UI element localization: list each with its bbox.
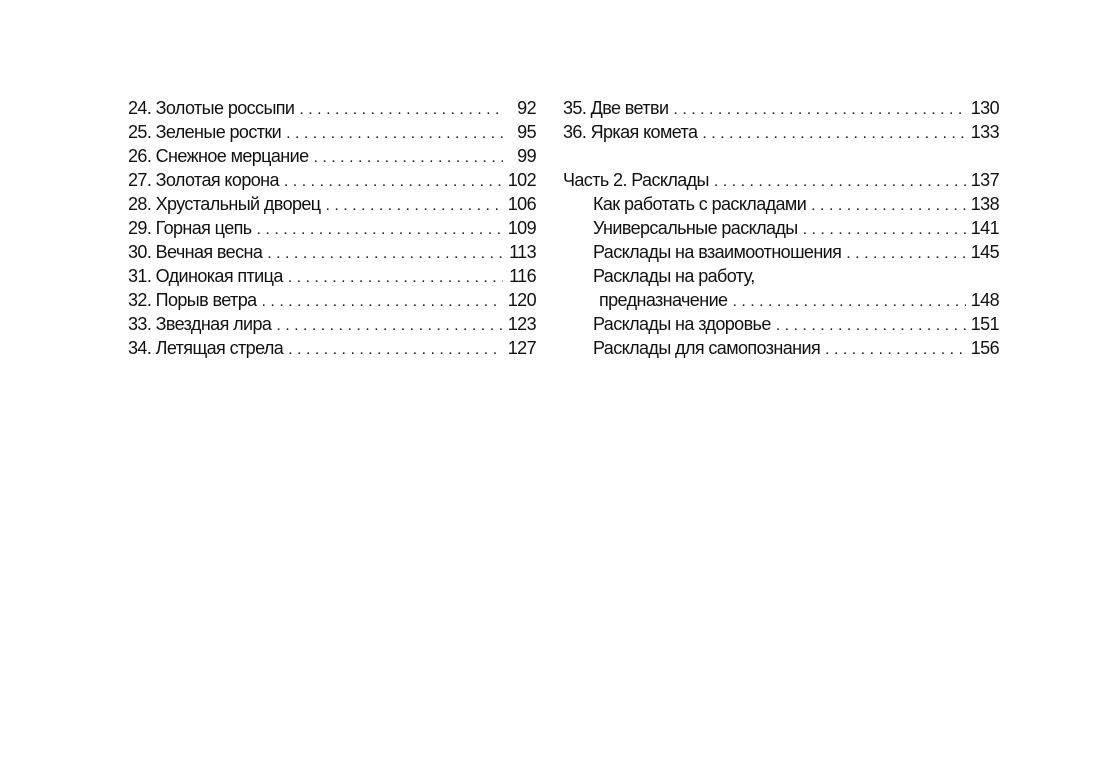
toc-entry-title: 35. Две ветви [563, 98, 669, 118]
toc-entry-title: Расклады для самопознания [593, 338, 821, 358]
toc-entry[interactable] [128, 288, 536, 312]
toc-entry-page: 156 [970, 338, 999, 358]
toc-sub-entry-wrapped-line1[interactable] [563, 264, 999, 288]
toc-part-heading[interactable] [563, 168, 999, 192]
toc-entry[interactable] [563, 120, 999, 144]
toc-entry-title: 31. Одинокая птица [128, 266, 283, 286]
toc-entry[interactable] [128, 120, 536, 144]
toc-entry-title: 26. Снежное мерцание [128, 146, 309, 166]
toc-entry-title: Универсальные расклады [593, 218, 798, 238]
toc-left-column [128, 96, 536, 360]
toc-entry-title: 30. Вечная весна [128, 242, 263, 262]
toc-entry-page: 123 [507, 314, 536, 334]
toc-entry-title: 36. Яркая комета [563, 122, 698, 142]
toc-entry[interactable] [128, 168, 536, 192]
toc-entry-title: 29. Горная цепь [128, 218, 252, 238]
dot-leader [299, 98, 503, 122]
toc-sub-entry[interactable] [563, 312, 999, 336]
toc-entry-page: 138 [970, 194, 999, 214]
toc-sub-entry[interactable] [563, 216, 999, 240]
toc-entry[interactable] [128, 192, 536, 216]
toc-entry[interactable] [128, 96, 536, 120]
toc-sub-entry[interactable] [563, 240, 999, 264]
toc-entry[interactable] [128, 240, 536, 264]
part-heading-page: 137 [970, 170, 999, 190]
toc-entry-title: Как работать с раскладами [593, 194, 807, 214]
dot-leader [267, 242, 503, 266]
dot-leader [257, 218, 503, 242]
toc-entry-title: Расклады на здоровье [593, 314, 771, 334]
toc-entry-page: 141 [970, 218, 999, 238]
toc-entry-title: 32. Порыв ветра [128, 290, 257, 310]
dot-leader [288, 266, 503, 290]
toc-entry-title: предназначение [599, 290, 728, 310]
toc-entry-page: 102 [507, 170, 536, 190]
toc-entry-title: Расклады на работу, [593, 266, 755, 286]
dot-leader [673, 98, 965, 122]
toc-entry-page: 109 [507, 218, 536, 238]
toc-entry[interactable] [128, 336, 536, 360]
toc-entry-title: Расклады на взаимоотношения [593, 242, 842, 262]
dot-leader [825, 338, 966, 362]
toc-sub-entry[interactable] [563, 336, 999, 360]
toc-entry[interactable] [128, 264, 536, 288]
dot-leader [803, 218, 966, 242]
toc-entry-page: 92 [517, 98, 536, 118]
toc-entry-page: 133 [970, 122, 999, 142]
toc-entry-page: 120 [507, 290, 536, 310]
toc-sub-entry[interactable] [563, 192, 999, 216]
toc-entry[interactable] [128, 216, 536, 240]
dot-leader [326, 194, 503, 218]
toc-entry-page: 116 [509, 266, 536, 286]
toc-entry-page: 130 [970, 98, 999, 118]
dot-leader [732, 290, 965, 314]
dot-leader [846, 242, 965, 266]
toc-right-column [563, 96, 999, 360]
dot-leader [284, 170, 503, 194]
toc-entry[interactable] [128, 312, 536, 336]
toc-entry[interactable] [563, 96, 999, 120]
toc-entry-title: 28. Хрустальный дворец [128, 194, 321, 214]
dot-leader [262, 290, 503, 314]
toc-entry-title: 25. Зеленые ростки [128, 122, 282, 142]
dot-leader [702, 122, 965, 146]
dot-leader [811, 194, 966, 218]
dot-leader [288, 338, 503, 362]
dot-leader [314, 146, 504, 170]
toc-entry-page: 106 [507, 194, 536, 214]
toc-entry-page: 145 [970, 242, 999, 262]
dot-leader [286, 122, 503, 146]
part-heading-title: Часть 2. Расклады [563, 170, 709, 190]
toc-entry-title: 34. Летящая стрела [128, 338, 284, 358]
toc-entry-title: 24. Золотые россыпи [128, 98, 295, 118]
toc-entry-page: 113 [509, 242, 536, 262]
toc-entry-page: 95 [517, 122, 536, 142]
toc-entry-title: 27. Золотая корона [128, 170, 279, 190]
toc-entry-title: 33. Звездная лира [128, 314, 272, 334]
toc-entry[interactable] [128, 144, 536, 168]
dot-leader [714, 170, 966, 194]
toc-entry-page: 127 [507, 338, 536, 358]
dot-leader [776, 314, 966, 338]
toc-sub-entry-wrapped-line2[interactable] [563, 288, 999, 312]
toc-entry-page: 151 [970, 314, 999, 334]
toc-entry-page: 148 [970, 290, 999, 310]
dot-leader [276, 314, 502, 338]
toc-entry-page: 99 [517, 146, 536, 166]
